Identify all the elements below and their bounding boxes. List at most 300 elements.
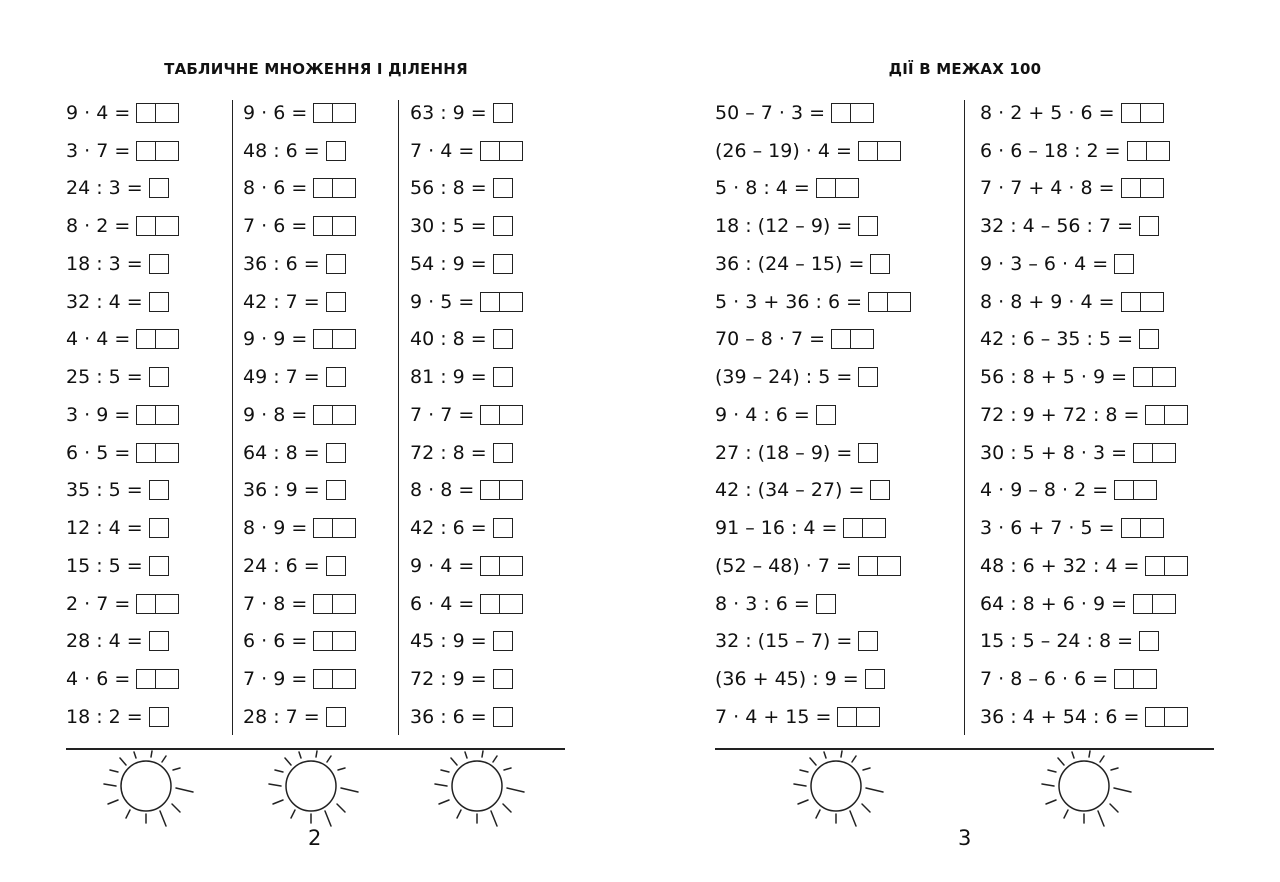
answer-box[interactable]: [149, 480, 169, 500]
answer-box[interactable]: [1134, 669, 1157, 689]
answer-box[interactable]: [313, 329, 333, 349]
answer-box[interactable]: [858, 216, 878, 236]
answer-box[interactable]: [149, 707, 169, 727]
answer-box[interactable]: [500, 141, 523, 161]
exercise-row: [243, 585, 356, 623]
answer-boxes[interactable]: [480, 141, 523, 161]
answer-boxes[interactable]: [1139, 329, 1159, 349]
exercise-row: [66, 132, 179, 170]
answer-boxes[interactable]: [868, 292, 911, 312]
answer-box[interactable]: [136, 329, 156, 349]
answer-box[interactable]: [156, 405, 179, 425]
answer-boxes[interactable]: [136, 405, 179, 425]
answer-box[interactable]: [1165, 707, 1188, 727]
answer-box[interactable]: [1121, 292, 1141, 312]
answer-boxes[interactable]: [493, 216, 513, 236]
exercise-row: [66, 207, 179, 245]
answer-box[interactable]: [493, 631, 513, 651]
answer-box[interactable]: [313, 103, 333, 123]
answer-boxes[interactable]: [1121, 292, 1164, 312]
answer-boxes[interactable]: [149, 292, 169, 312]
exercise-column-left-1: [66, 94, 179, 736]
answer-boxes[interactable]: [858, 367, 878, 387]
answer-boxes[interactable]: [149, 254, 169, 274]
answer-box[interactable]: [326, 556, 346, 576]
answer-box[interactable]: [1145, 556, 1165, 576]
answer-box[interactable]: [1134, 480, 1157, 500]
answer-boxes[interactable]: [480, 405, 523, 425]
exercise-expression: (36 + 45) : 9 =: [715, 668, 859, 691]
exercise-row: [410, 623, 523, 661]
exercise-row: [980, 283, 1188, 321]
answer-box[interactable]: [480, 141, 500, 161]
answer-boxes[interactable]: [1133, 594, 1176, 614]
answer-box[interactable]: [851, 329, 874, 349]
exercise-expression: 6 · 6 =: [243, 630, 308, 653]
sun-icon: [790, 748, 886, 832]
answer-boxes[interactable]: [858, 556, 901, 576]
answer-box[interactable]: [313, 594, 333, 614]
answer-box[interactable]: [500, 292, 523, 312]
exercise-expression: 56 : 8 =: [410, 177, 487, 200]
answer-boxes[interactable]: [136, 669, 179, 689]
exercise-row: [980, 170, 1188, 208]
answer-boxes[interactable]: [493, 367, 513, 387]
exercise-row: [715, 321, 911, 359]
answer-box[interactable]: [480, 556, 500, 576]
answer-box[interactable]: [493, 367, 513, 387]
answer-box[interactable]: [878, 141, 901, 161]
answer-boxes[interactable]: [1145, 556, 1188, 576]
answer-boxes[interactable]: [843, 518, 886, 538]
answer-boxes[interactable]: [480, 292, 523, 312]
answer-box[interactable]: [1114, 480, 1134, 500]
exercise-expression: 91 – 16 : 4 =: [715, 517, 838, 540]
exercise-row: [66, 698, 179, 736]
answer-box[interactable]: [156, 103, 179, 123]
answer-box[interactable]: [1145, 707, 1165, 727]
answer-box[interactable]: [149, 254, 169, 274]
exercise-column-right-2: [980, 94, 1188, 736]
answer-box[interactable]: [480, 405, 500, 425]
answer-box[interactable]: [857, 707, 880, 727]
answer-boxes[interactable]: [313, 594, 356, 614]
answer-box[interactable]: [1121, 103, 1141, 123]
answer-boxes[interactable]: [313, 103, 356, 123]
exercise-expression: 28 : 4 =: [66, 630, 143, 653]
exercise-row: [243, 358, 356, 396]
answer-boxes[interactable]: [1114, 669, 1157, 689]
exercise-expression: 18 : 2 =: [66, 705, 143, 728]
answer-box[interactable]: [313, 216, 333, 236]
answer-box[interactable]: [333, 405, 356, 425]
answer-box[interactable]: [313, 178, 333, 198]
answer-box[interactable]: [136, 405, 156, 425]
exercise-row: [66, 434, 179, 472]
exercise-expression: 45 : 9 =: [410, 630, 487, 653]
answer-box[interactable]: [870, 480, 890, 500]
answer-box[interactable]: [1141, 178, 1164, 198]
answer-boxes[interactable]: [313, 329, 356, 349]
exercise-row: [243, 396, 356, 434]
exercise-expression: 9 · 8 =: [243, 403, 308, 426]
answer-boxes[interactable]: [326, 707, 346, 727]
exercise-expression: 3 · 9 =: [66, 403, 131, 426]
exercise-row: [66, 94, 179, 132]
answer-box[interactable]: [816, 594, 836, 614]
exercise-expression: 3 · 6 + 7 · 5 =: [980, 517, 1115, 540]
answer-box[interactable]: [500, 594, 523, 614]
answer-boxes[interactable]: [136, 216, 179, 236]
exercise-expression: 24 : 3 =: [66, 177, 143, 200]
answer-box[interactable]: [858, 367, 878, 387]
answer-box[interactable]: [1153, 594, 1176, 614]
column-divider: [232, 100, 233, 735]
answer-box[interactable]: [831, 103, 851, 123]
answer-boxes[interactable]: [1121, 518, 1164, 538]
answer-boxes[interactable]: [1127, 141, 1170, 161]
exercise-row: [410, 132, 523, 170]
answer-boxes[interactable]: [831, 103, 874, 123]
answer-boxes[interactable]: [326, 254, 346, 274]
answer-box[interactable]: [136, 669, 156, 689]
answer-box[interactable]: [816, 405, 836, 425]
answer-box[interactable]: [156, 216, 179, 236]
answer-boxes[interactable]: [816, 594, 836, 614]
answer-box[interactable]: [313, 518, 333, 538]
exercise-expression: 7 · 8 =: [243, 592, 308, 615]
answer-boxes[interactable]: [1139, 631, 1159, 651]
answer-box[interactable]: [1165, 405, 1188, 425]
answer-boxes[interactable]: [149, 707, 169, 727]
answer-box[interactable]: [500, 405, 523, 425]
answer-box[interactable]: [480, 480, 500, 500]
answer-boxes[interactable]: [816, 405, 836, 425]
exercise-expression: 6 · 5 =: [66, 441, 131, 464]
exercise-row: [66, 509, 179, 547]
page-title-right: ДІЇ В МЕЖАХ 100: [888, 60, 1042, 78]
answer-box[interactable]: [149, 518, 169, 538]
answer-boxes[interactable]: [858, 141, 901, 161]
answer-box[interactable]: [831, 329, 851, 349]
answer-boxes[interactable]: [149, 518, 169, 538]
exercise-expression: 9 · 3 – 6 · 4 =: [980, 252, 1109, 275]
exercise-row: [980, 623, 1188, 661]
answer-boxes[interactable]: [136, 329, 179, 349]
exercise-row: [980, 434, 1188, 472]
answer-boxes[interactable]: [493, 707, 513, 727]
exercise-expression: 8 · 2 =: [66, 215, 131, 238]
answer-box[interactable]: [156, 443, 179, 463]
exercise-row: [980, 321, 1188, 359]
answer-box[interactable]: [500, 480, 523, 500]
answer-box[interactable]: [1133, 594, 1153, 614]
answer-box[interactable]: [816, 178, 836, 198]
exercise-row: [980, 245, 1188, 283]
exercise-expression: 9 · 4 =: [410, 554, 475, 577]
answer-boxes[interactable]: [493, 329, 513, 349]
answer-boxes[interactable]: [1145, 707, 1188, 727]
answer-box[interactable]: [1165, 556, 1188, 576]
answer-box[interactable]: [493, 216, 513, 236]
exercise-expression: 24 : 6 =: [243, 554, 320, 577]
answer-box[interactable]: [1153, 443, 1176, 463]
answer-boxes[interactable]: [149, 556, 169, 576]
answer-boxes[interactable]: [136, 443, 179, 463]
answer-box[interactable]: [843, 518, 863, 538]
exercise-expression: 48 : 6 =: [243, 139, 320, 162]
exercise-row: [410, 321, 523, 359]
answer-boxes[interactable]: [493, 103, 513, 123]
answer-boxes[interactable]: [326, 480, 346, 500]
exercise-row: [715, 396, 911, 434]
answer-box[interactable]: [313, 631, 333, 651]
exercise-expression: 42 : 6 =: [410, 517, 487, 540]
answer-box[interactable]: [149, 556, 169, 576]
answer-boxes[interactable]: [313, 631, 356, 651]
page-number-left: 2: [308, 826, 322, 850]
answer-box[interactable]: [1147, 141, 1170, 161]
answer-boxes[interactable]: [865, 669, 885, 689]
answer-box[interactable]: [156, 329, 179, 349]
answer-box[interactable]: [493, 669, 513, 689]
answer-box[interactable]: [1145, 405, 1165, 425]
answer-boxes[interactable]: [1121, 103, 1164, 123]
exercise-expression: 9 · 4 : 6 =: [715, 403, 810, 426]
answer-box[interactable]: [865, 669, 885, 689]
exercise-expression: 27 : (18 – 9) =: [715, 441, 853, 464]
exercise-expression: 7 · 9 =: [243, 668, 308, 691]
exercise-row: [715, 509, 911, 547]
answer-boxes[interactable]: [1121, 178, 1164, 198]
answer-boxes[interactable]: [858, 443, 878, 463]
exercise-row: [66, 472, 179, 510]
answer-boxes[interactable]: [858, 631, 878, 651]
answer-box[interactable]: [480, 594, 500, 614]
answer-box[interactable]: [333, 216, 356, 236]
exercise-row: [243, 283, 356, 321]
answer-boxes[interactable]: [149, 367, 169, 387]
exercise-row: [243, 547, 356, 585]
answer-box[interactable]: [1141, 103, 1164, 123]
exercise-expression: 5 · 8 : 4 =: [715, 177, 810, 200]
answer-boxes[interactable]: [1133, 443, 1176, 463]
exercise-expression: 7 · 7 + 4 · 8 =: [980, 177, 1115, 200]
answer-box[interactable]: [149, 631, 169, 651]
answer-box[interactable]: [1133, 443, 1153, 463]
answer-box[interactable]: [858, 556, 878, 576]
answer-boxes[interactable]: [837, 707, 880, 727]
answer-box[interactable]: [313, 669, 333, 689]
answer-box[interactable]: [333, 594, 356, 614]
exercise-row: [66, 660, 179, 698]
answer-box[interactable]: [1141, 518, 1164, 538]
answer-box[interactable]: [1114, 254, 1134, 274]
exercise-expression: 30 : 5 + 8 · 3 =: [980, 441, 1127, 464]
answer-boxes[interactable]: [326, 443, 346, 463]
answer-box[interactable]: [493, 707, 513, 727]
exercise-expression: 7 · 6 =: [243, 215, 308, 238]
answer-box[interactable]: [1139, 329, 1159, 349]
answer-boxes[interactable]: [149, 178, 169, 198]
answer-boxes[interactable]: [816, 178, 859, 198]
exercise-row: [66, 358, 179, 396]
answer-boxes[interactable]: [326, 292, 346, 312]
answer-box[interactable]: [1141, 292, 1164, 312]
answer-boxes[interactable]: [831, 329, 874, 349]
answer-box[interactable]: [493, 443, 513, 463]
exercise-row: [715, 207, 911, 245]
answer-box[interactable]: [480, 292, 500, 312]
exercise-expression: 70 – 8 · 7 =: [715, 328, 826, 351]
answer-box[interactable]: [136, 141, 156, 161]
exercise-expression: 7 · 8 – 6 · 6 =: [980, 668, 1109, 691]
exercise-row: [66, 396, 179, 434]
exercise-expression: 5 · 3 + 36 : 6 =: [715, 290, 862, 313]
answer-boxes[interactable]: [313, 669, 356, 689]
answer-box[interactable]: [326, 480, 346, 500]
answer-box[interactable]: [333, 178, 356, 198]
answer-box[interactable]: [333, 631, 356, 651]
exercise-expression: 4 · 6 =: [66, 668, 131, 691]
answer-box[interactable]: [851, 103, 874, 123]
answer-box[interactable]: [333, 669, 356, 689]
answer-box[interactable]: [326, 707, 346, 727]
answer-box[interactable]: [156, 669, 179, 689]
answer-box[interactable]: [1121, 178, 1141, 198]
exercise-row: [715, 94, 911, 132]
answer-box[interactable]: [1139, 631, 1159, 651]
answer-box[interactable]: [326, 254, 346, 274]
answer-boxes[interactable]: [493, 631, 513, 651]
exercise-expression: 4 · 4 =: [66, 328, 131, 351]
answer-box[interactable]: [136, 594, 156, 614]
answer-box[interactable]: [870, 254, 890, 274]
answer-box[interactable]: [1139, 216, 1159, 236]
answer-box[interactable]: [326, 443, 346, 463]
exercise-expression: 72 : 8 =: [410, 441, 487, 464]
answer-boxes[interactable]: [326, 367, 346, 387]
answer-box[interactable]: [149, 292, 169, 312]
exercise-row: [980, 358, 1188, 396]
answer-boxes[interactable]: [313, 216, 356, 236]
answer-box[interactable]: [326, 367, 346, 387]
exercise-expression: 32 : (15 – 7) =: [715, 630, 853, 653]
answer-box[interactable]: [493, 518, 513, 538]
exercise-expression: 50 – 7 · 3 =: [715, 101, 826, 124]
exercise-row: [980, 472, 1188, 510]
exercise-expression: 9 · 9 =: [243, 328, 308, 351]
answer-box[interactable]: [326, 141, 346, 161]
answer-boxes[interactable]: [493, 518, 513, 538]
exercise-row: [410, 207, 523, 245]
exercise-row: [410, 509, 523, 547]
answer-box[interactable]: [136, 216, 156, 236]
answer-box[interactable]: [888, 292, 911, 312]
answer-box[interactable]: [878, 556, 901, 576]
answer-boxes[interactable]: [1133, 367, 1176, 387]
answer-box[interactable]: [326, 292, 346, 312]
answer-box[interactable]: [156, 594, 179, 614]
answer-box[interactable]: [493, 254, 513, 274]
answer-box[interactable]: [313, 405, 333, 425]
answer-box[interactable]: [136, 443, 156, 463]
exercise-expression: 30 : 5 =: [410, 215, 487, 238]
answer-boxes[interactable]: [858, 216, 878, 236]
answer-box[interactable]: [149, 178, 169, 198]
sun-icon: [100, 748, 196, 832]
exercise-expression: 28 : 7 =: [243, 705, 320, 728]
answer-box[interactable]: [1127, 141, 1147, 161]
answer-box[interactable]: [868, 292, 888, 312]
answer-box[interactable]: [1153, 367, 1176, 387]
answer-box[interactable]: [863, 518, 886, 538]
exercise-row: [980, 396, 1188, 434]
answer-box[interactable]: [858, 631, 878, 651]
answer-boxes[interactable]: [326, 141, 346, 161]
answer-boxes[interactable]: [136, 141, 179, 161]
answer-box[interactable]: [493, 329, 513, 349]
answer-boxes[interactable]: [313, 518, 356, 538]
answer-boxes[interactable]: [313, 405, 356, 425]
answer-box[interactable]: [136, 103, 156, 123]
answer-boxes[interactable]: [480, 594, 523, 614]
answer-box[interactable]: [333, 103, 356, 123]
answer-box[interactable]: [333, 329, 356, 349]
answer-box[interactable]: [836, 178, 859, 198]
answer-boxes[interactable]: [493, 254, 513, 274]
answer-box[interactable]: [1114, 669, 1134, 689]
exercise-row: [243, 132, 356, 170]
answer-box[interactable]: [493, 103, 513, 123]
answer-boxes[interactable]: [493, 669, 513, 689]
answer-boxes[interactable]: [493, 443, 513, 463]
answer-box[interactable]: [858, 141, 878, 161]
exercise-row: [715, 585, 911, 623]
answer-box[interactable]: [837, 707, 857, 727]
answer-boxes[interactable]: [1145, 405, 1188, 425]
answer-boxes[interactable]: [870, 480, 890, 500]
answer-boxes[interactable]: [313, 178, 356, 198]
column-divider: [398, 100, 399, 735]
answer-boxes[interactable]: [149, 480, 169, 500]
answer-box[interactable]: [1133, 367, 1153, 387]
answer-boxes[interactable]: [1139, 216, 1159, 236]
answer-boxes[interactable]: [1114, 254, 1134, 274]
answer-box[interactable]: [156, 141, 179, 161]
exercise-row: [715, 358, 911, 396]
answer-boxes[interactable]: [493, 178, 513, 198]
answer-boxes[interactable]: [480, 480, 523, 500]
answer-box[interactable]: [149, 367, 169, 387]
answer-box[interactable]: [500, 556, 523, 576]
answer-boxes[interactable]: [326, 556, 346, 576]
answer-boxes[interactable]: [870, 254, 890, 274]
exercise-expression: 15 : 5 – 24 : 8 =: [980, 630, 1134, 653]
answer-boxes[interactable]: [480, 556, 523, 576]
exercise-row: [980, 547, 1188, 585]
answer-boxes[interactable]: [136, 594, 179, 614]
answer-boxes[interactable]: [149, 631, 169, 651]
answer-box[interactable]: [333, 518, 356, 538]
exercise-row: [243, 434, 356, 472]
answer-box[interactable]: [493, 178, 513, 198]
answer-boxes[interactable]: [136, 103, 179, 123]
exercise-row: [66, 623, 179, 661]
answer-box[interactable]: [858, 443, 878, 463]
answer-boxes[interactable]: [1114, 480, 1157, 500]
answer-box[interactable]: [1121, 518, 1141, 538]
